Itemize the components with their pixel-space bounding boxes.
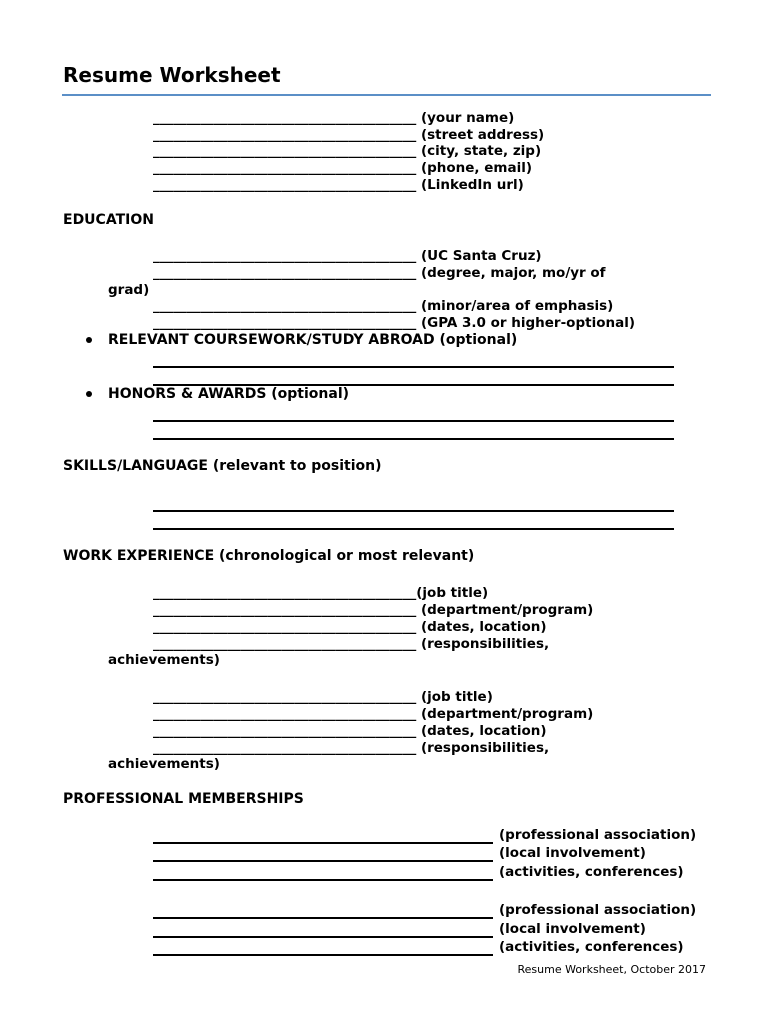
membership-association-label: (professional association) [499, 827, 697, 843]
street-address-line: _______________________________________ (street address) [153, 126, 545, 143]
title-divider [62, 94, 711, 96]
membership-blank-line [153, 860, 493, 862]
membership-blank-line [153, 917, 493, 919]
membership-blank-line [153, 954, 493, 956]
membership-association-label: (professional association) [499, 902, 697, 918]
membership-activities-label: (activities, conferences) [499, 864, 684, 880]
membership-local-label: (local involvement) [499, 921, 646, 937]
work-heading: WORK EXPERIENCE (chronological or most relevant) [63, 548, 475, 564]
work-job-title-line: _______________________________________ (job title) [153, 689, 493, 705]
education-minor-line: _______________________________________ (minor/area of emphasis) [153, 298, 614, 314]
honors-blank-line [153, 438, 674, 440]
work-department-line: _______________________________________ (department/program) [153, 602, 594, 618]
education-gpa-line: _______________________________________ (GPA 3.0 or higher-optional) [153, 315, 635, 331]
phone-email-line: _______________________________________ (phone, email) [153, 160, 533, 177]
education-heading: EDUCATION [63, 212, 154, 228]
coursework-label: RELEVANT COURSEWORK/STUDY ABROAD (optional) [108, 332, 518, 348]
work-department-line: _______________________________________ (department/program) [153, 706, 594, 722]
education-degree-line: _______________________________________ (degree, major, mo/yr of [153, 265, 606, 281]
membership-blank-line [153, 879, 493, 881]
work-responsibilities-wrap: achievements) [108, 756, 220, 772]
page-title: Resume Worksheet [63, 63, 281, 87]
membership-local-label: (local involvement) [499, 845, 646, 861]
page-footer: Resume Worksheet, October 2017 [517, 963, 706, 976]
skills-blank-line [153, 510, 674, 512]
work-dates-line: _______________________________________ (dates, location) [153, 723, 547, 739]
membership-blank-line [153, 842, 493, 844]
work-responsibilities-line: _______________________________________ (responsibilities, [153, 740, 550, 756]
coursework-blank-line [153, 366, 674, 368]
header-fields [153, 110, 544, 194]
city-state-zip-line: _______________________________________ (city, state, zip) [153, 143, 542, 160]
linkedin-line: _______________________________________ (LinkedIn url) [153, 176, 524, 193]
skills-heading: SKILLS/LANGUAGE (relevant to position) [63, 458, 382, 474]
skills-blank-line [153, 528, 674, 530]
membership-blank-line [153, 936, 493, 938]
name-line: _______________________________________ (your name) [153, 110, 515, 126]
membership-activities-label: (activities, conferences) [499, 939, 684, 955]
work-responsibilities-line: _______________________________________ (responsibilities, [153, 636, 550, 652]
education-school-line: _______________________________________ (UC Santa Cruz) [153, 248, 542, 264]
work-responsibilities-wrap: achievements) [108, 652, 220, 668]
work-dates-line: _______________________________________ (dates, location) [153, 619, 547, 635]
bullet-icon [86, 337, 92, 343]
work-job-title-line: _______________________________________(job title) [153, 585, 489, 601]
honors-label: HONORS & AWARDS (optional) [108, 386, 350, 402]
education-degree-line-wrap: grad) [108, 282, 150, 298]
honors-blank-line [153, 420, 674, 422]
memberships-heading: PROFESSIONAL MEMBERSHIPS [63, 791, 304, 807]
bullet-icon [86, 391, 92, 397]
